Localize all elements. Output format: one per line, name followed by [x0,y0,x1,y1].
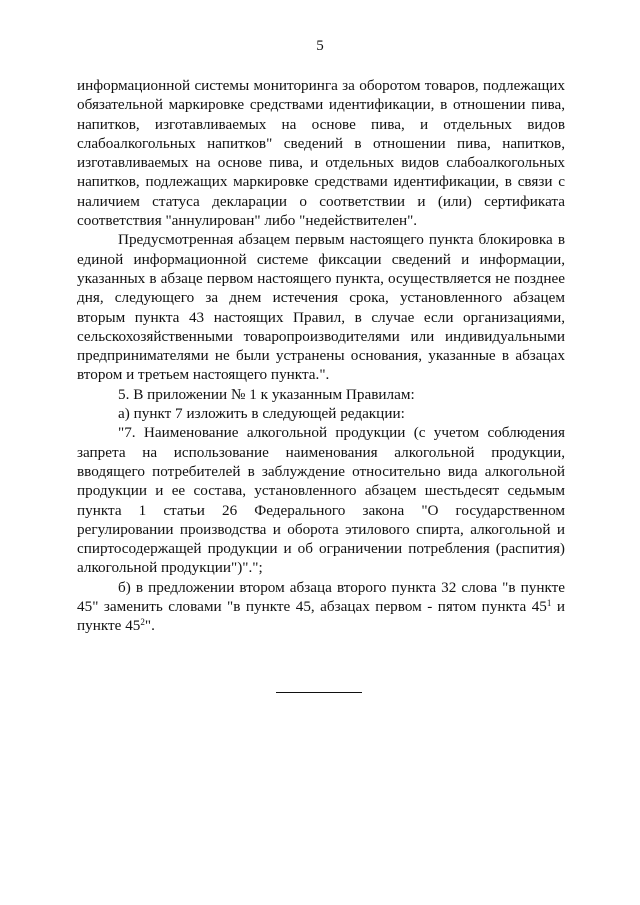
item-b-text-2: и пункте 45 [77,598,565,635]
paragraph-item-b [77,578,565,636]
superscript-2: 2 [140,617,145,628]
item-b-text-1: б) в предложении втором абзаца второго пункта 32 слова "в пункте 45" заменить словами "в пункте 45, абзацах первом - пятом пункта 45 [77,578,565,616]
paragraph-appendix-amendment: 5. В приложении № 1 к указанным Правилам: [118,385,415,403]
superscript-1: 1 [546,598,552,609]
document-body [77,76,565,636]
paragraph-item-7-text: "7. Наименование алкогольной продукции (с учетом соблюдения запрета на использование наименования алкогольной продукции, вводящего потребителей в заблуждение относительно вида алкогольной продукции и ее состава, установленного абзацем шестьдесят седьмым пункта 1 статьи 26 Федерального закона "О государственном регулировании производства и оборота этилового спирта, алкогольной и спиртосодержащей продукции и об ограничении потребления (распития) алкогольной продукции")"."; [77,424,565,577]
paragraph-blocking-rule: Предусмотренная абзацем первым настоящего пункта блокировка в единой информационной системе фиксации сведений и информации, указанных в абзаце первом настоящего пункта, осуществляется не позднее дня, следующего за днем истечения срока, установленного абзацем вторым пункта 43 настоящих Правил, в случае если организациями, сельскохозяйственными товаропроизводителями или индивидуальными предпринимателями не были устранены основания, указанные в абзацах втором и третьем настоящего пункта.". [77,231,565,384]
end-divider [276,692,362,693]
page-number: 5 [316,38,324,54]
item-b-text-3: ". [144,617,155,635]
paragraph-item-a: а) пункт 7 изложить в следующей редакции: [118,405,405,423]
paragraph-continuation: информационной системы мониторинга за оборотом товаров, подлежащих обязательной маркировке средствами идентификации, в отношении пива, напитков, изготавливаемых на основе пива, и отдельных видов слабоалкогольных напитков" сведений в отношении пива, напитков, изготавливаемых на основе пива, и отдельных видов слабоалкогольных напитков, подлежащих маркировке средствами идентификации, в связи с наличием статуса декларации о соответствии и (или) сертификата соответствия "аннулирован" либо "недействителен". [77,77,565,230]
